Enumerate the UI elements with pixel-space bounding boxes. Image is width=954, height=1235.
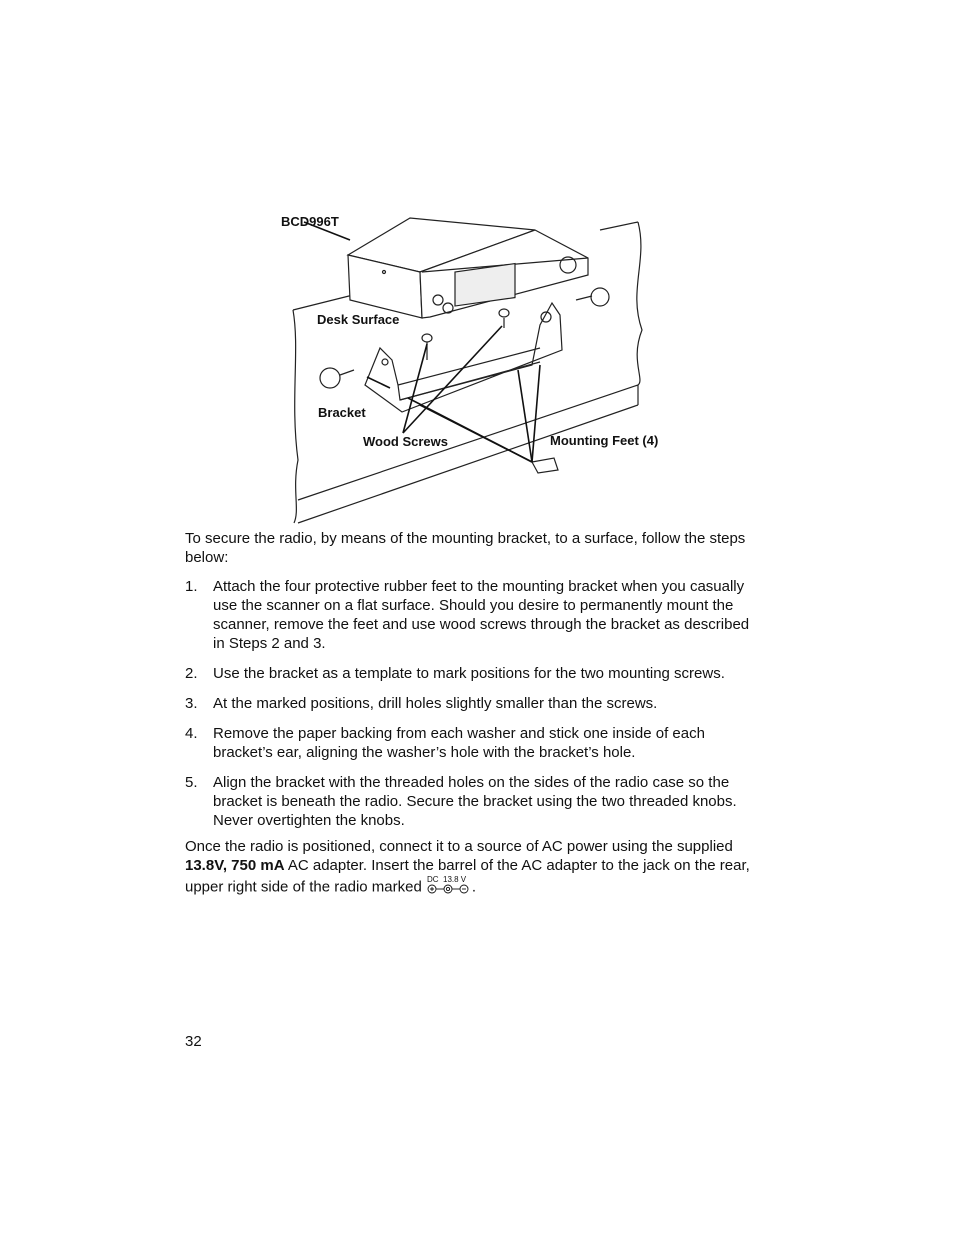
dc-polarity-icon [426,875,472,900]
label-desk-surface: Desk Surface [317,312,400,327]
steps-list [185,577,755,841]
dc-voltage-label: 13.8 V [442,875,466,884]
step-text: Attach the four protective rubber feet to the mounting bracket when you casually use the scanner on a flat surface. Should you desire to permanently mount the scanner, remove the feet and use wood screws through the bracket as described in Steps 2 and 3. [213,578,750,652]
label-bcd996t: BCD996T [281,214,339,229]
step-number: 5. [185,774,198,791]
step-text: Remove the paper backing from each washer and stick one inside of each bracket’s ear, aligning the washer’s hole with the bracket’s hole. [213,725,705,761]
mounting-illustration [270,200,690,530]
step-number: 2. [185,665,198,682]
closing-text-start: Once the radio is positioned, connect it to a source of AC power using the supplied [185,838,733,855]
page-number: 32 [185,1033,202,1050]
step-text: At the marked positions, drill holes slightly smaller than the screws. [213,695,658,712]
step-item [185,724,755,762]
label-bracket: Bracket [318,405,366,420]
adapter-rating: 13.8V, 750 mA [185,857,285,874]
step-number: 3. [185,695,198,712]
intro-paragraph: To secure the radio, by means of the mounting bracket, to a surface, follow the steps below: [185,530,746,566]
closing-text-end: AC adapter. Insert the barrel of the AC adapter to the jack on the rear, upper right side of the radio marked [185,857,750,896]
step-number: 4. [185,725,198,742]
step-number: 1. [185,578,198,595]
dc-label: DC [426,875,439,884]
step-item [185,694,755,713]
step-item [185,577,755,653]
mounting-figure [270,200,690,530]
step-item [185,773,755,830]
step-text: Use the bracket as a template to mark positions for the two mounting screws. [213,665,725,682]
label-mounting-feet: Mounting Feet (4) [550,433,659,448]
closing-paragraph [185,837,755,900]
step-item [185,664,755,683]
step-text: Align the bracket with the threaded holes on the sides of the radio case so the bracket is beneath the radio. Secure the bracket using the two threaded knobs. Never overtighten the knobs. [213,774,737,829]
closing-period: . [471,878,476,896]
label-wood-screws: Wood Screws [363,434,449,449]
